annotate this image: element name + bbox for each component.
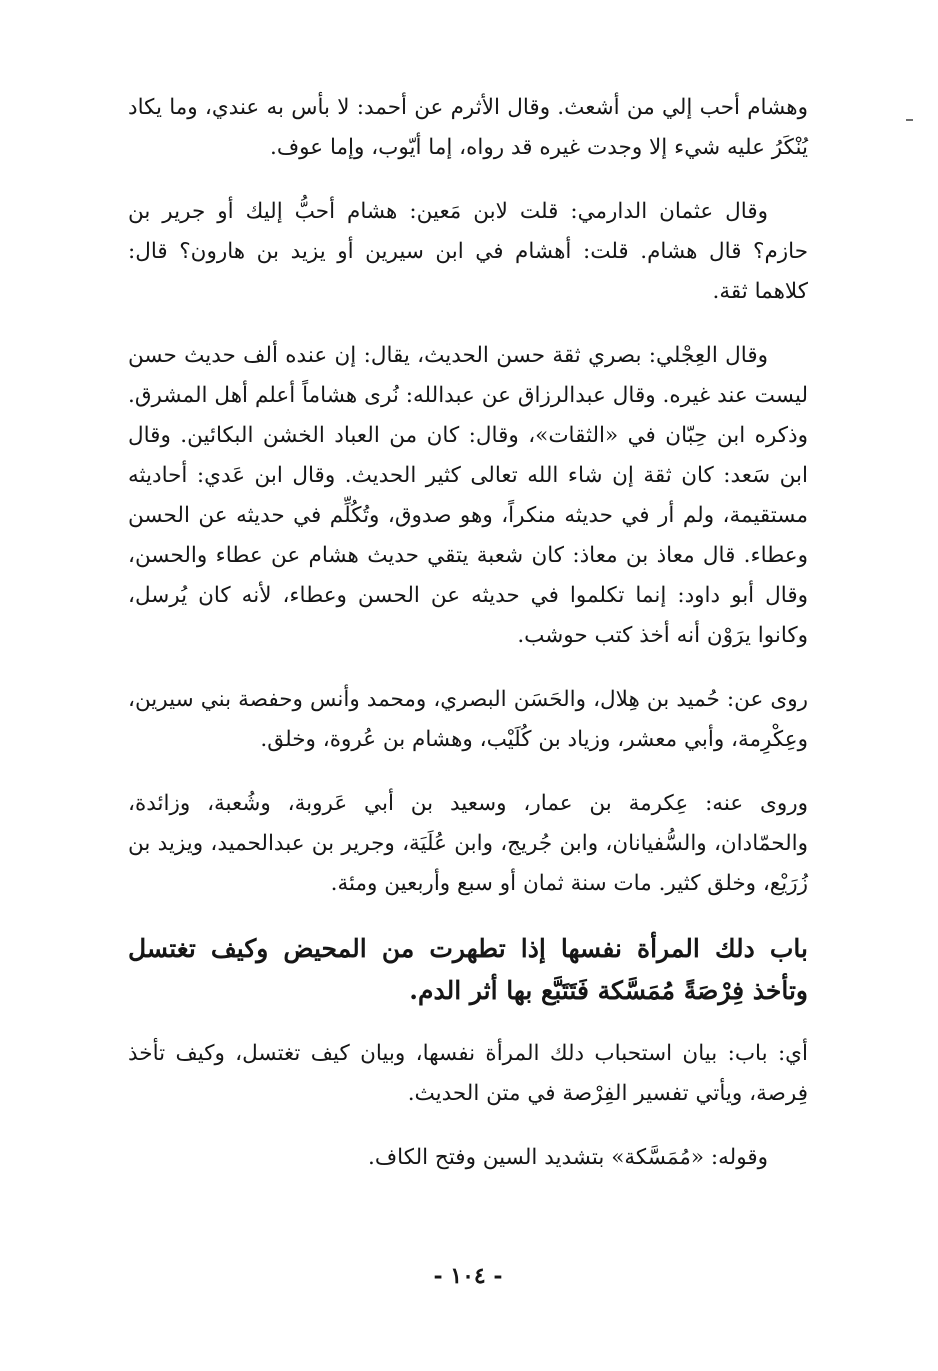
- paragraph-commentary: أي: باب: بيان استحباب دلك المرأة نفسها، وبيان كيف تغتسل، وكيف تأخذ فِرصة، ويأتي تفسير الفِرْصة في متن الحديث.: [128, 1041, 808, 1106]
- paragraph-ijli: وقال العِجْلي: بصري ثقة حسن الحديث، يقال: إن عنده ألف حديث حسن ليست عند غيره. وقال عبدالرزاق عن عبدالله: نُرى هشاماً أعلم أهل المشرق. وذكره ابن حِبّان في «الثقات»، وقال: كان من العباد الخشن البكائين. وقال ابن سَعد: كان ثقة إن شاء الله تعالى كثير الحديث. وقال ابن عَدي: أحاديثه مستقيمة، ولم أر في حديثه منكراً، وهو صدوق، وتُكُلِّم في حديثه عن الحسن وعطاء. قال معاذ بن معاذ: كان شعبة يتقي حديث هشام عن عطاء والحسن، وقال أبو داود: إنما تكلموا في حديثه عن الحسن وعطاء، لأنه كان يُرسل، وكانوا يرَوْن أنه أخذ كتب حوشب.: [128, 343, 808, 648]
- paragraph-narrated-from: روى عن: حُميد بن هِلال، والحَسَن البصري، ومحمد وأنس وحفصة بني سيرين، وعِكْرِمة، وأبي معشر، وزياد بن كُلَيْب، وهشام بن عُروة، وخلق.: [128, 687, 808, 752]
- document-page: [128, 88, 808, 1358]
- paragraph-narrated-by: وروى عنه: عِكرمة بن عمار، وسعيد بن أبي عَروبة، وشُعبة، وزائدة، والحمّادان، والسُّفيانان، وابن جُريج، وابن عُلَيَة، وجرير بن عبدالحميد، ويزيد بن زُرَيْع، وخلق كثير. مات سنة ثمان أو سبع وأربعين ومئة.: [128, 791, 808, 896]
- scan-mark: [906, 119, 913, 121]
- page-number: - ١٠٤ -: [433, 1263, 503, 1289]
- paragraph-hisham-ahmad: وهشام أحب إلي من أشعث. وقال الأثرم عن أحمد: لا بأس به عندي، وما يكاد يُنْكَرُ عليه شيء إلا وجدت غيره قد رواه، إما أيّوب، وإما عوف.: [128, 95, 808, 160]
- paragraph-mumassaka-note: وقوله: «مُمَسَّكة» بتشديد السين وفتح الكاف.: [368, 1145, 768, 1170]
- chapter-heading: باب دلك المرأة نفسها إذا تطهرت من المحيض وكيف تغتسل وتأخذ فِرْصَةً مُمَسَّكة فَتَتَبَّع بها أثر الدم.: [128, 934, 808, 1005]
- paragraph-darimi: وقال عثمان الدارمي: قلت لابن مَعين: هشام أحبُّ إليك أو جرير بن حازم؟ قال هشام. قلت: أهشام في ابن سيرين أو يزيد بن هارون؟ قال: كلاهما ثقة.: [128, 199, 808, 304]
